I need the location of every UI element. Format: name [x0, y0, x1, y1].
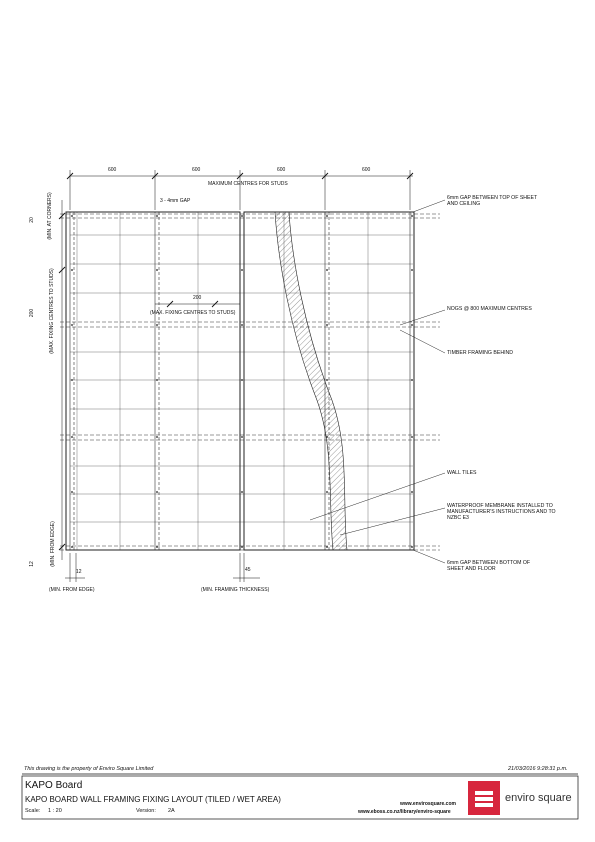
- leader-line: [413, 200, 445, 212]
- dimension-lines: [59, 170, 413, 582]
- waterproof-membrane-hatch: [275, 212, 347, 550]
- fixing-point: [156, 546, 158, 548]
- edge-vertical-dim: 12: [29, 561, 35, 567]
- fixing-point: [326, 269, 328, 271]
- fixing-point: [326, 379, 328, 381]
- fixing-point: [411, 546, 413, 548]
- framing-dim: 45: [245, 567, 251, 573]
- drawing-title: KAPO Board: [25, 780, 83, 791]
- stud-spacing-2: 600: [192, 167, 201, 173]
- fixing-spacing: 200: [193, 295, 202, 301]
- note-membrane: WATERPROOF MEMBRANE INSTALLED TO MANUFACTURER'S INSTRUCTIONS AND TO NZBC E3: [447, 503, 556, 521]
- fixing-point: [411, 491, 413, 493]
- fixing-point: [156, 491, 158, 493]
- website-link[interactable]: www.envirosquare.com: [400, 801, 456, 807]
- note-wall-tiles: WALL TILES: [447, 470, 477, 476]
- fix-vertical-caption: (MAX. FIXING CENTRES TO STUDS): [49, 268, 55, 354]
- fixing-point: [71, 215, 73, 217]
- fixing-point: [156, 269, 158, 271]
- note-timber-framing: TIMBER FRAMING BEHIND: [447, 350, 513, 356]
- fixing-point: [241, 269, 243, 271]
- fixing-point: [156, 379, 158, 381]
- edge-vertical-caption: (MIN. FROM EDGE): [50, 521, 56, 567]
- board-outline: [66, 212, 414, 550]
- fixing-point: [326, 324, 328, 326]
- leader-lines: [310, 200, 445, 563]
- fixing-point: [71, 269, 73, 271]
- note-nogs: NOGS @ 800 MAXIMUM CENTRES: [447, 306, 532, 312]
- fixing-point: [156, 215, 158, 217]
- scale-value: 1 : 20: [48, 808, 62, 814]
- fixing-point: [241, 546, 243, 548]
- fixing-point: [326, 215, 328, 217]
- scale-label: Scale:: [25, 808, 41, 814]
- library-link[interactable]: www.eboss.co.nz/library/enviro-square: [358, 809, 451, 815]
- board-left: [66, 212, 240, 550]
- fixing-point: [71, 546, 73, 548]
- stud-spacing-1: 600: [108, 167, 117, 173]
- fixing-point: [71, 324, 73, 326]
- fixing-point: [241, 215, 243, 217]
- fixing-point: [241, 379, 243, 381]
- timber-framing: [60, 212, 440, 550]
- fix-vertical-dim: 200: [29, 308, 35, 318]
- version-value: 2A: [168, 808, 175, 814]
- leader-line: [400, 330, 445, 353]
- stud-spacing-4: 600: [362, 167, 371, 173]
- fixing-point: [71, 379, 73, 381]
- fixing-points: [71, 215, 413, 548]
- corner-dim: 20: [29, 217, 35, 223]
- leader-line: [400, 310, 445, 325]
- fixing-point: [411, 436, 413, 438]
- fixing-spacing-caption: (MAX. FIXING CENTRES TO STUDS): [150, 310, 236, 316]
- fixing-point: [156, 324, 158, 326]
- framing-caption: (MIN. FRAMING THICKNESS): [201, 587, 270, 593]
- fixing-point: [71, 491, 73, 493]
- drawing-subtitle: KAPO BOARD WALL FRAMING FIXING LAYOUT (TILED / WET AREA): [25, 795, 281, 804]
- fixing-point: [411, 215, 413, 217]
- gap-label: 3 - 4mm GAP: [160, 198, 191, 204]
- leader-line: [340, 508, 445, 535]
- fixing-point: [411, 324, 413, 326]
- edge-bottom-dim: 12: [76, 569, 82, 575]
- fixing-point: [156, 436, 158, 438]
- property-note: This drawing is the property of Enviro Square Limited: [24, 766, 154, 772]
- corner-caption: (MIN. AT CORNERS): [47, 192, 53, 240]
- brand-name: enviro square: [505, 792, 572, 804]
- stud-spacing-caption: MAXIMUM CENTRES FOR STUDS: [208, 181, 288, 187]
- version-label: Version:: [136, 808, 156, 814]
- fixing-point: [71, 436, 73, 438]
- fixing-point: [241, 491, 243, 493]
- fixing-point: [411, 379, 413, 381]
- note-bottom-gap: 6mm GAP BETWEEN BOTTOM OF SHEET AND FLOOR: [447, 560, 531, 572]
- timestamp: 21/03/2016 9:28:31 p.m.: [508, 766, 568, 772]
- leader-line: [413, 550, 445, 563]
- fixing-point: [326, 491, 328, 493]
- fixing-point: [326, 546, 328, 548]
- fixing-point: [241, 324, 243, 326]
- edge-bottom-caption: (MIN. FROM EDGE): [49, 587, 95, 593]
- stud-spacing-3: 600: [277, 167, 286, 173]
- note-top-gap: 6mm GAP BETWEEN TOP OF SHEET AND CEILING: [447, 195, 538, 207]
- fixing-point: [241, 436, 243, 438]
- fixing-point: [411, 269, 413, 271]
